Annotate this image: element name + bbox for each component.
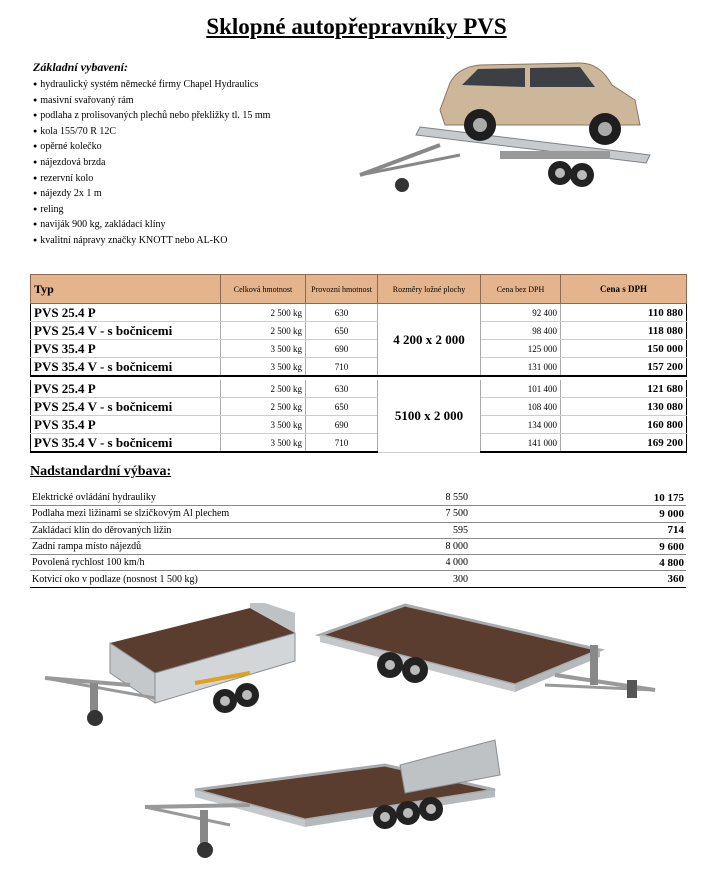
col-header-typ: Typ xyxy=(31,275,221,304)
table-row xyxy=(31,358,687,377)
table-row xyxy=(31,434,687,453)
col-header-cena-s: Cena s DPH xyxy=(561,275,687,304)
cell-provozni: 690 xyxy=(306,340,378,358)
feature-item: ● reling xyxy=(33,202,270,218)
cell-rozmery: 4 200 x 2 000 xyxy=(378,304,481,377)
long-trailer-photo xyxy=(140,735,510,865)
cell-cena-s: 118 080 xyxy=(561,322,687,340)
extra-price-s: 9 600 xyxy=(586,538,686,554)
extra-price-s: 714 xyxy=(586,522,686,538)
col-header-rozmery: Rozměry ložné plochy xyxy=(378,275,481,304)
cell-typ: PVS 35.4 V - s bočnicemi xyxy=(31,434,221,453)
cell-cena-bez: 141 000 xyxy=(481,434,561,453)
extra-name: Povolená rychlost 100 km/h xyxy=(30,555,430,571)
price-table xyxy=(30,274,687,453)
extras-table xyxy=(30,490,686,588)
cell-cena-s: 121 680 xyxy=(561,380,687,398)
extra-price-bez: 8 000 xyxy=(430,538,586,554)
col-header-cena-bez: Cena bez DPH xyxy=(481,275,561,304)
extra-price-s: 10 175 xyxy=(586,490,686,506)
table-row xyxy=(31,398,687,416)
page-title: Sklopné autopřepravníky PVS xyxy=(206,14,507,39)
cell-cena-bez: 131 000 xyxy=(481,358,561,377)
feature-item: ● naviják 900 kg, zakládací klíny xyxy=(33,217,270,233)
cell-celkova: 2 500 kg xyxy=(221,322,306,340)
extra-price-s: 4 800 xyxy=(586,555,686,571)
cell-typ: PVS 35.4 P xyxy=(31,340,221,358)
feature-item: ● rezervní kolo xyxy=(33,171,270,187)
table-row xyxy=(31,340,687,358)
col-header-celkova: Celková hmotnost xyxy=(221,275,306,304)
extra-price-bez: 300 xyxy=(430,571,586,587)
cell-cena-bez: 101 400 xyxy=(481,380,561,398)
extra-price-bez: 595 xyxy=(430,522,586,538)
cell-cena-s: 110 880 xyxy=(561,304,687,322)
cell-typ: PVS 25.4 V - s bočnicemi xyxy=(31,398,221,416)
cell-cena-bez: 108 400 xyxy=(481,398,561,416)
cell-celkova: 3 500 kg xyxy=(221,340,306,358)
cell-typ: PVS 25.4 P xyxy=(31,304,221,322)
cell-provozni: 710 xyxy=(306,434,378,453)
table-row xyxy=(31,322,687,340)
extra-name: Kotvicí oko v podlaze (nosnost 1 500 kg) xyxy=(30,571,430,587)
cell-typ: PVS 25.4 V - s bočnicemi xyxy=(31,322,221,340)
extra-price-bez: 7 500 xyxy=(430,506,586,522)
cell-celkova: 3 500 kg xyxy=(221,358,306,377)
cell-rozmery: 5100 x 2 000 xyxy=(378,380,481,452)
cell-cena-s: 150 000 xyxy=(561,340,687,358)
feature-item: ● masivní svařovaný rám xyxy=(33,93,270,109)
sided-trailer-photo xyxy=(35,603,305,748)
table-row xyxy=(31,380,687,398)
extras-heading: Nadstandardní výbava: xyxy=(30,464,172,479)
extra-name: Zakládací klín do děrovaných ližin xyxy=(30,522,430,538)
cell-provozni: 690 xyxy=(306,416,378,434)
cell-typ: PVS 35.4 P xyxy=(31,416,221,434)
cell-celkova: 2 500 kg xyxy=(221,304,306,322)
extra-name: Zadní rampa místo nájezdů xyxy=(30,538,430,554)
feature-item: ● kola 155/70 R 12C xyxy=(33,124,270,140)
extras-row xyxy=(30,490,686,506)
features-heading: Základní vybavení: xyxy=(33,60,128,74)
extras-row xyxy=(30,522,686,538)
cell-typ: PVS 35.4 V - s bočnicemi xyxy=(31,358,221,377)
feature-item: ● nájezdy 2x 1 m xyxy=(33,186,270,202)
extra-price-s: 360 xyxy=(586,571,686,587)
table-row xyxy=(31,416,687,434)
extras-row xyxy=(30,538,686,554)
cell-cena-s: 160 800 xyxy=(561,416,687,434)
cell-cena-s: 169 200 xyxy=(561,434,687,453)
car-trailer-photo xyxy=(350,55,680,195)
cell-celkova: 3 500 kg xyxy=(221,416,306,434)
cell-cena-s: 157 200 xyxy=(561,358,687,377)
extra-name: Podlaha mezi ližinami se slzičkovým Al plechem xyxy=(30,506,430,522)
cell-celkova: 3 500 kg xyxy=(221,434,306,453)
table-row xyxy=(31,304,687,322)
extra-price-bez: 8 550 xyxy=(430,490,586,506)
feature-item: ● kvalitní nápravy značky KNOTT nebo AL-KO xyxy=(33,233,270,249)
cell-cena-s: 130 080 xyxy=(561,398,687,416)
table-header-row xyxy=(31,275,687,304)
cell-cena-bez: 125 000 xyxy=(481,340,561,358)
cell-provozni: 650 xyxy=(306,398,378,416)
features-list xyxy=(33,77,270,249)
extras-row xyxy=(30,571,686,587)
extra-price-bez: 4 000 xyxy=(430,555,586,571)
col-header-provozni: Provozní hmotnost xyxy=(306,275,378,304)
cell-provozni: 630 xyxy=(306,380,378,398)
cell-typ: PVS 25.4 P xyxy=(31,380,221,398)
feature-item: ● podlaha z prolisovaných plechů nebo překližky tl. 15 mm xyxy=(33,108,270,124)
cell-celkova: 2 500 kg xyxy=(221,380,306,398)
extras-row xyxy=(30,555,686,571)
extra-price-s: 9 000 xyxy=(586,506,686,522)
extras-row xyxy=(30,506,686,522)
feature-item: ● nájezdová brzda xyxy=(33,155,270,171)
extra-name: Elektrické ovládání hydrauliky xyxy=(30,490,430,506)
cell-cena-bez: 98 400 xyxy=(481,322,561,340)
flatbed-trailer-photo xyxy=(315,600,670,710)
cell-celkova: 2 500 kg xyxy=(221,398,306,416)
cell-cena-bez: 134 000 xyxy=(481,416,561,434)
cell-provozni: 650 xyxy=(306,322,378,340)
cell-provozni: 710 xyxy=(306,358,378,377)
cell-provozni: 630 xyxy=(306,304,378,322)
feature-item: ● hydraulický systém německé firmy Chapel Hydraulics xyxy=(33,77,270,93)
cell-cena-bez: 92 400 xyxy=(481,304,561,322)
feature-item: ● opěrné kolečko xyxy=(33,139,270,155)
